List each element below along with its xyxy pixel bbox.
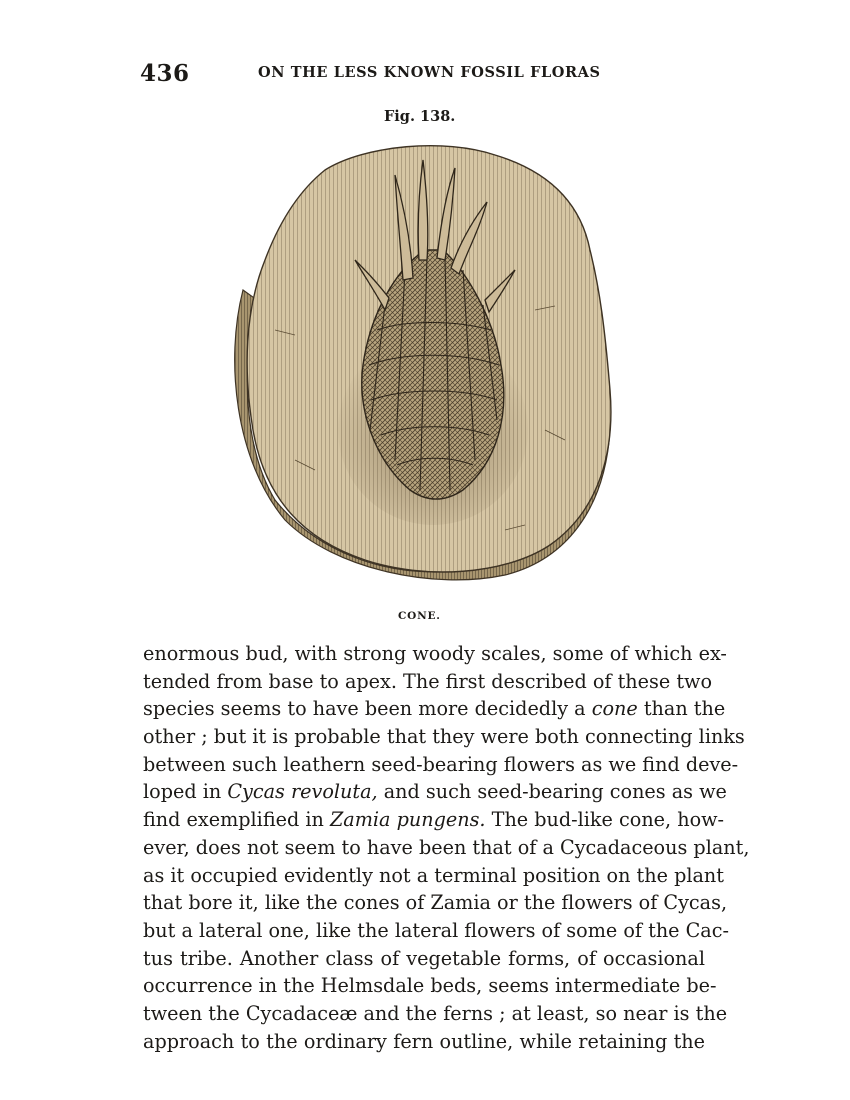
body-text [143, 640, 750, 1055]
italic-run: cone [591, 697, 638, 721]
figure-label: Fig. 138. [384, 108, 456, 125]
text-line [143, 695, 726, 723]
text-line [143, 834, 750, 862]
text-run: find exemplified in [143, 808, 330, 832]
text-line [143, 972, 717, 1000]
text-line [143, 723, 745, 751]
text-run: as it occupied evidently not a terminal position on the plant [143, 863, 724, 887]
text-run: tween the Cycadaceæ and the ferns ; at least, so near is the [143, 1001, 728, 1025]
italic-run: Cycas revoluta, [227, 780, 378, 804]
text-line [143, 1000, 728, 1028]
text-run: tended from base to apex. The first described of these two [143, 669, 713, 693]
text-run: other ; but it is probable that they were both connecting links [143, 725, 745, 749]
text-line [143, 862, 724, 890]
text-run: enormous bud, with strong woody scales, some of which ex- [143, 642, 727, 665]
text-run: occurrence in the Helmsdale beds, seems intermediate be- [143, 974, 717, 998]
text-run: but a lateral one, like the lateral flowers of some of the Cac- [143, 918, 729, 942]
text-line [143, 806, 725, 834]
text-line [143, 917, 729, 945]
running-head: ON THE LESS KNOWN FOSSIL FLORAS [258, 64, 601, 81]
text-run: ever, does not seem to have been that of a Cycadaceous plant, [143, 835, 750, 859]
text-run: tus tribe. Another class of vegetable forms, of occasional [143, 946, 705, 970]
text-line [143, 889, 728, 917]
text-line [143, 1028, 705, 1056]
fossil-cone-illustration [205, 130, 625, 600]
text-run: The bud-like cone, how- [485, 808, 725, 832]
text-run: species seems to have been more decidedly a [143, 697, 592, 721]
text-run: that bore it, like the cones of Zamia or the flowers of Cycas, [143, 891, 728, 915]
italic-run: Zamia pungens. [329, 808, 486, 832]
text-line [143, 945, 705, 973]
text-run: than the [637, 697, 726, 721]
text-run: between such leathern seed-bearing flowers as we find deve- [143, 752, 739, 776]
text-line [143, 751, 739, 779]
text-run: and such seed-bearing cones as we [377, 780, 727, 804]
figure-caption: CONE. [398, 610, 441, 622]
text-run: approach to the ordinary fern outline, while retaining the [143, 1029, 705, 1053]
text-run: loped in [143, 780, 228, 804]
text-line [143, 640, 727, 668]
text-line [143, 668, 713, 696]
text-line [143, 778, 727, 806]
page-number: 436 [140, 60, 190, 87]
